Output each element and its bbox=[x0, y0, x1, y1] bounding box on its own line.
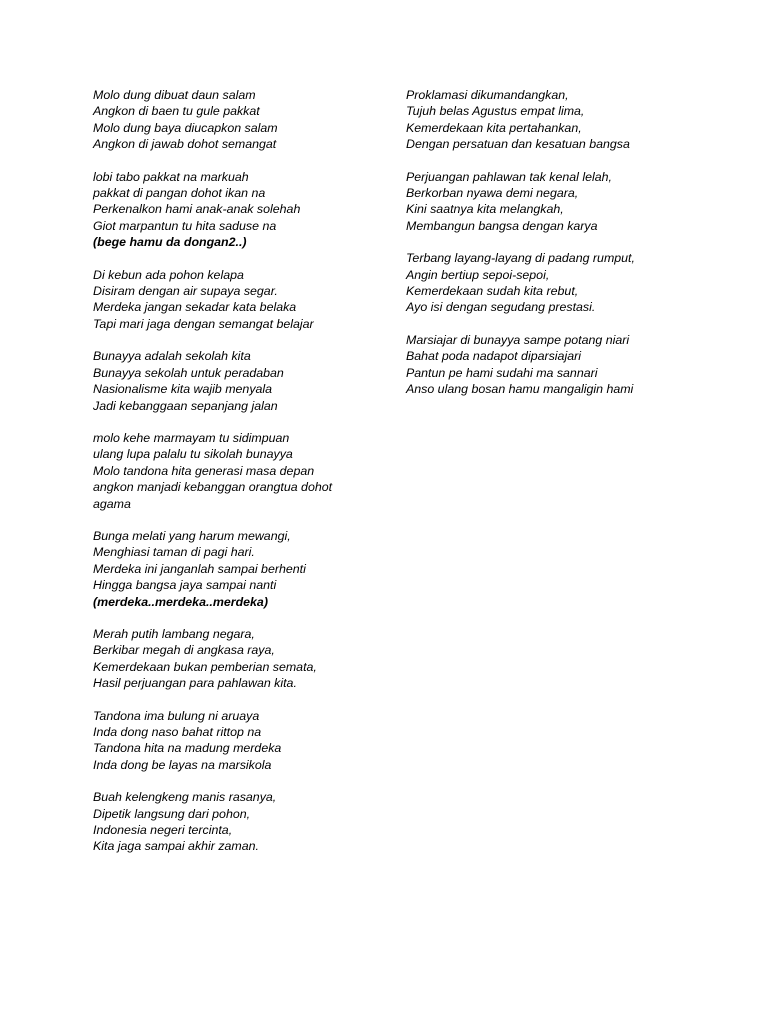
poem-line: Berkorban nyawa demi negara, bbox=[406, 186, 579, 201]
poem-stanza bbox=[93, 789, 393, 855]
poem-line: Angin bertiup sepoi-sepoi, bbox=[406, 267, 550, 282]
poem-line: Molo dung dibuat daun salam bbox=[93, 88, 256, 102]
poem-line: Tandona hita na madung merdeka bbox=[93, 741, 282, 756]
poem-line: Terbang layang-layang di padang rumput, bbox=[406, 251, 635, 266]
poem-line: Hasil perjuangan para pahlawan kita. bbox=[93, 676, 297, 691]
poem-line: Merdeka ini janganlah sampai berhenti bbox=[93, 561, 306, 576]
poem-stanza bbox=[406, 332, 706, 398]
refrain-line: (bege hamu da dongan2..) bbox=[93, 235, 247, 250]
poem-stanza bbox=[406, 169, 706, 235]
poem-line: Proklamasi dikumandangkan, bbox=[406, 88, 569, 102]
poem-stanza bbox=[93, 169, 393, 251]
poem-line: Kemerdekaan bukan pemberian semata, bbox=[93, 659, 317, 674]
poem-line: Jadi kebanggaan sepanjang jalan bbox=[93, 398, 278, 413]
poem-line: Bunga melati yang harum mewangi, bbox=[93, 528, 291, 543]
poem-line: Angkon di jawab dohot semangat bbox=[93, 137, 277, 152]
poem-line: Merdeka jangan sekadar kata belaka bbox=[93, 300, 297, 315]
poem-line: Bahat poda nadapot diparsiajari bbox=[406, 349, 581, 364]
poem-line: Bunayya adalah sekolah kita bbox=[93, 349, 251, 364]
poem-stanza bbox=[93, 87, 393, 153]
poem-stanza bbox=[93, 528, 393, 610]
poem-line: Dipetik langsung dari pohon, bbox=[93, 806, 251, 821]
poem-line: Disiram dengan air supaya segar. bbox=[93, 284, 278, 299]
poem-line: Angkon di baen tu gule pakkat bbox=[93, 104, 260, 119]
poem-line: Perjuangan pahlawan tak kenal lelah, bbox=[406, 169, 612, 184]
poem-line: Inda dong naso bahat rittop na bbox=[93, 725, 262, 739]
poem-stanza bbox=[93, 708, 393, 774]
poem-line: Bunayya sekolah untuk peradaban bbox=[93, 365, 284, 380]
poem-stanza bbox=[406, 87, 706, 153]
poem-line: Tapi mari jaga dengan semangat belajar bbox=[93, 316, 314, 331]
poem-line: Merah putih lambang negara, bbox=[93, 626, 255, 641]
poem-line: ulang lupa palalu tu sikolah bunayya bbox=[93, 447, 293, 462]
poem-line: Kemerdekaan sudah kita rebut, bbox=[406, 284, 579, 299]
poem-stanza bbox=[406, 250, 706, 316]
poem-line: Inda dong be layas na marsikola bbox=[93, 757, 272, 772]
poem-line: angkon manjadi kebanggan orangtua dohot bbox=[93, 480, 333, 495]
poem-stanza bbox=[93, 430, 393, 512]
poem-line: Menghiasi taman di pagi hari. bbox=[93, 545, 255, 560]
right-column bbox=[406, 87, 706, 414]
poem-line: Perkenalkon hami anak-anak solehah bbox=[93, 202, 301, 217]
poem-line: Di kebun ada pohon kelapa bbox=[93, 267, 244, 282]
poem-line: lobi tabo pakkat na markuah bbox=[93, 169, 249, 184]
poem-line: Ayo isi dengan segudang prestasi. bbox=[406, 300, 596, 315]
poem-line: Marsiajar di bunayya sampe potang niari bbox=[406, 332, 630, 347]
poem-line: Dengan persatuan dan kesatuan bangsa bbox=[406, 137, 630, 152]
poem-line: agama bbox=[93, 496, 131, 511]
poem-line: Tandona ima bulung ni aruaya bbox=[93, 708, 260, 723]
poem-line: Pantun pe hami sudahi ma sannari bbox=[406, 365, 598, 380]
poem-line: pakkat di pangan dohot ikan na bbox=[93, 186, 266, 201]
poem-line: Indonesia negeri tercinta, bbox=[93, 823, 233, 838]
left-column bbox=[93, 87, 393, 871]
poem-stanza bbox=[93, 348, 393, 414]
poem-line: Anso ulang bosan hamu mangaligin hami bbox=[406, 382, 634, 397]
poem-line: Hingga bangsa jaya sampai nanti bbox=[93, 578, 277, 593]
poem-line: Kemerdekaan kita pertahankan, bbox=[406, 120, 582, 135]
poem-line: Membangun bangsa dengan karya bbox=[406, 218, 598, 233]
poem-line: Kini saatnya kita melangkah, bbox=[406, 202, 564, 217]
poem-stanza bbox=[93, 267, 393, 333]
refrain-line: (merdeka..merdeka..merdeka) bbox=[93, 594, 268, 609]
poem-line: molo kehe marmayam tu sidimpuan bbox=[93, 430, 290, 445]
poem-line: Tujuh belas Agustus empat lima, bbox=[406, 104, 585, 119]
poem-stanza bbox=[93, 626, 393, 692]
poem-line: Kita jaga sampai akhir zaman. bbox=[93, 839, 259, 854]
poem-line: Molo tandona hita generasi masa depan bbox=[93, 463, 315, 478]
poem-line: Nasionalisme kita wajib menyala bbox=[93, 382, 273, 397]
poem-line: Berkibar megah di angkasa raya, bbox=[93, 643, 275, 658]
poem-line: Buah kelengkeng manis rasanya, bbox=[93, 790, 277, 805]
poem-line: Giot marpantun tu hita saduse na bbox=[93, 218, 277, 233]
poem-line: Molo dung baya diucapkon salam bbox=[93, 120, 278, 135]
